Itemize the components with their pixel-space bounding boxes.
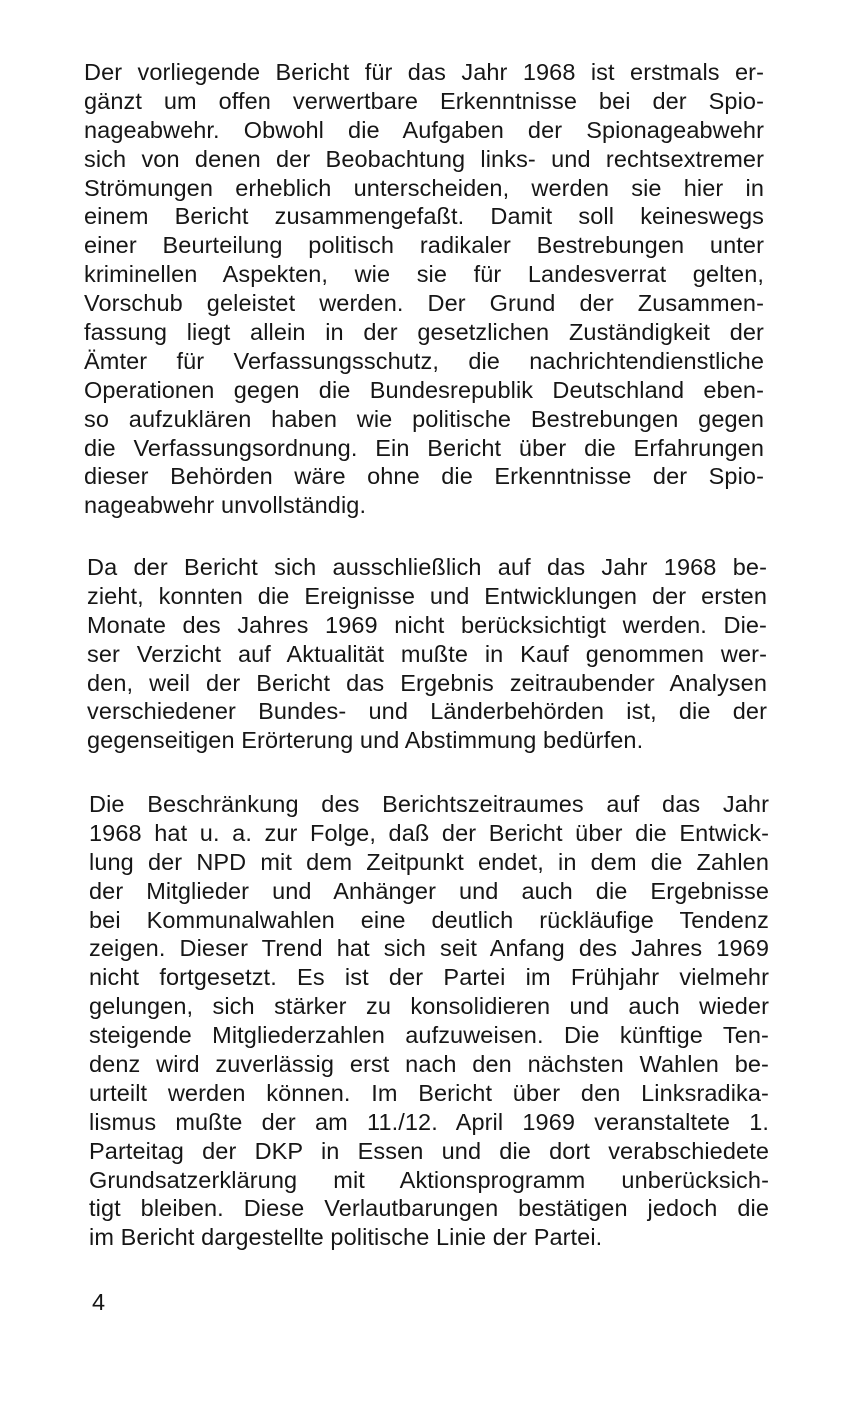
text-line: denz wird zuverlässig erst nach den nächsten Wahlen be-	[89, 1051, 769, 1078]
text-line: einem Bericht zusammengefaßt. Damit soll keineswegs	[84, 203, 764, 230]
text-line: bei Kommunalwahlen eine deutlich rückläufige Tendenz	[89, 906, 769, 933]
paragraph-report-scope	[84, 58, 764, 520]
text-line: fassung liegt allein in der gesetzlichen Zuständigkeit der	[84, 319, 764, 346]
text-line: 1968 hat u. a. zur Folge, daß der Bericht über die Entwick-	[89, 819, 769, 846]
text-line: nageabwehr unvollständig.	[84, 492, 367, 519]
text-line: Ämter für Verfassungsschutz, die nachrichtendienstliche	[84, 347, 764, 374]
text-line: nicht fortgesetzt. Es ist der Partei im Frühjahr vielmehr	[89, 964, 769, 991]
text-line: verschiedener Bundes- und Länderbehörden ist, die der	[87, 698, 767, 725]
text-line: Da der Bericht sich ausschließlich auf das Jahr 1968 be-	[87, 554, 767, 580]
text-line: dieser Behörden wäre ohne die Erkenntnisse der Spio-	[84, 463, 764, 490]
text-line: Operationen gegen die Bundesrepublik Deutschland eben-	[84, 376, 764, 403]
text-line: die Verfassungsordnung. Ein Bericht über die Erfahrungen	[84, 434, 764, 461]
text-line: einer Beurteilung politisch radikaler Bestrebungen unter	[84, 232, 764, 259]
text-line: kriminellen Aspekten, wie sie für Landesverrat gelten,	[84, 261, 764, 288]
paragraph-limitations	[89, 790, 769, 1252]
paragraph-reporting-period	[87, 553, 767, 755]
text-line: zeigen. Dieser Trend hat sich seit Anfang des Jahres 1969	[89, 935, 769, 962]
text-line: Der vorliegende Bericht für das Jahr 1968 ist erstmals er-	[84, 59, 764, 85]
text-line: im Bericht dargestellte politische Linie der Partei.	[89, 1224, 603, 1251]
text-line: Die Beschränkung des Berichtszeitraumes auf das Jahr	[89, 791, 769, 817]
text-line: Grundsatzerklärung mit Aktionsprogramm unberücksich-	[89, 1166, 769, 1193]
text-line: sich von denen der Beobachtung links- und rechtsextremer	[84, 145, 764, 172]
text-line: steigende Mitgliederzahlen aufzuweisen. Die künftige Ten-	[89, 1022, 769, 1049]
text-line: gelungen, sich stärker zu konsolidieren und auch wieder	[89, 993, 769, 1020]
text-line: so aufzuklären haben wie politische Bestrebungen gegen	[84, 405, 764, 432]
text-line: Monate des Jahres 1969 nicht berücksichtigt werden. Die-	[87, 611, 767, 638]
text-line: Strömungen erheblich unterscheiden, werden sie hier in	[84, 174, 764, 201]
text-line: urteilt werden können. Im Bericht über den Linksradika-	[89, 1079, 769, 1106]
text-line: ser Verzicht auf Aktualität mußte in Kauf genommen wer-	[87, 640, 767, 667]
text-line: nageabwehr. Obwohl die Aufgaben der Spionageabwehr	[84, 116, 764, 143]
text-line: Vorschub geleistet werden. Der Grund der Zusammen-	[84, 290, 764, 317]
text-line: Parteitag der DKP in Essen und die dort verabschiedete	[89, 1137, 769, 1164]
text-line: zieht, konnten die Ereignisse und Entwicklungen der ersten	[87, 582, 767, 609]
text-line: lung der NPD mit dem Zeitpunkt endet, in dem die Zahlen	[89, 848, 769, 875]
text-line: gänzt um offen verwertbare Erkenntnisse bei der Spio-	[84, 87, 764, 114]
page-number: 4	[92, 1289, 106, 1315]
text-line: lismus mußte der am 11./12. April 1969 veranstaltete 1.	[89, 1108, 769, 1135]
text-line: der Mitglieder und Anhänger und auch die Ergebnisse	[89, 877, 769, 904]
text-line: gegenseitigen Erörterung und Abstimmung bedürfen.	[87, 727, 644, 754]
text-line: tigt bleiben. Diese Verlautbarungen bestätigen jedoch die	[89, 1195, 769, 1222]
text-line: den, weil der Bericht das Ergebnis zeitraubender Analysen	[87, 669, 767, 696]
